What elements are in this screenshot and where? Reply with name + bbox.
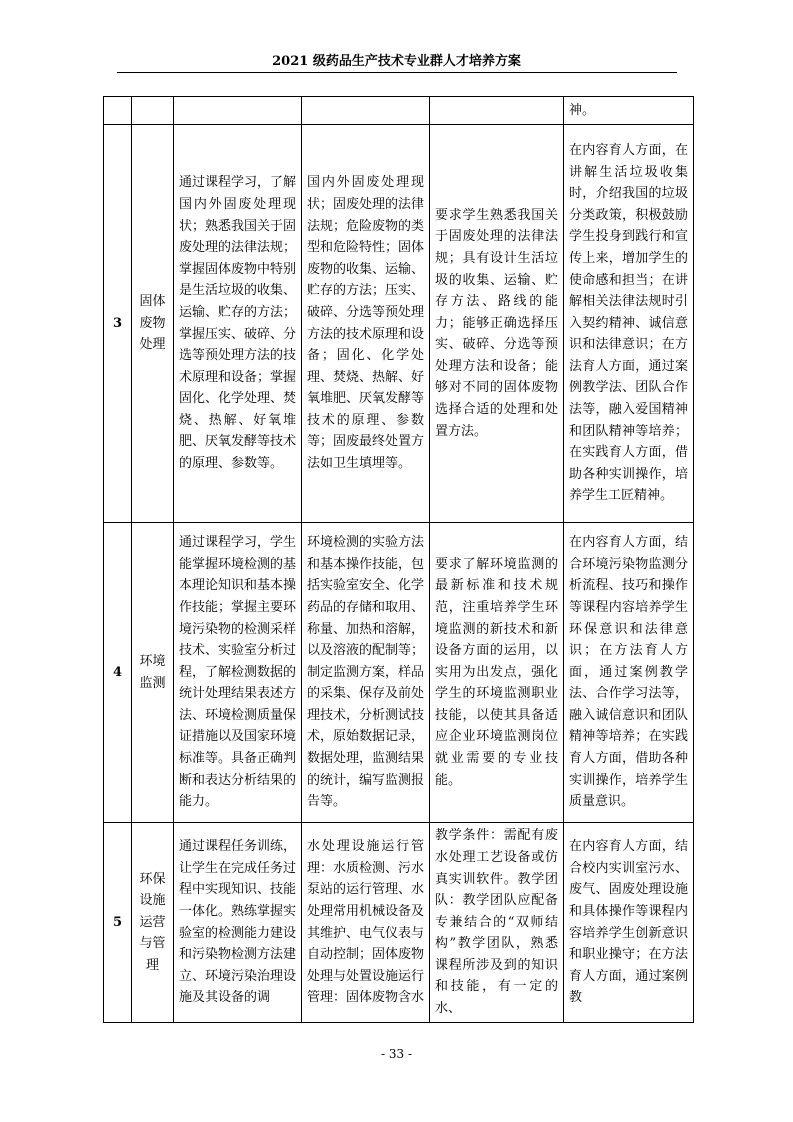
continuation-cell-3 bbox=[174, 97, 302, 125]
continuation-ideology: 神。 bbox=[564, 97, 694, 125]
table-row bbox=[104, 523, 694, 823]
course-content: 环境检测的实验方法和基本操作技能，包括实验室安全、化学药品的存储和取用、称量、加热和溶解，以及溶液的配制等；制定监测方案，样品的采集、保存及前处理技术，分析测试技术，原始数据记录，数据处理，监测结果的统计，编写监测报告等。 bbox=[302, 523, 430, 823]
continuation-cell-1 bbox=[104, 97, 132, 125]
table-row-continuation bbox=[104, 97, 694, 125]
course-name: 环保设施运营与管理 bbox=[132, 823, 174, 1023]
course-objective: 通过课程学习，学生能掌握环境检测的基本理论知识和基本操作技能；掌握主要环境污染物的检测采样技术、实验室分析过程，了解检测数据的统计处理结果表述方法、环境检测质量保证措施以及国家环境标准等。具备正确判断和表达分析结果的能力。 bbox=[174, 523, 302, 823]
ideological-education: 在内容育人方面，结合校内实训室污水、废气、固废处理设施和具体操作等课程内容培养学生创新意识和职业操守；在方法育人方面，通过案例教 bbox=[564, 823, 694, 1023]
course-table bbox=[103, 96, 694, 1023]
ideological-education: 在内容育人方面，在讲解生活垃圾收集时，介绍我国的垃圾分类政策，积极鼓励学生投身到践行和宣传上来，增加学生的使命感和担当；在讲解相关法律法规时引入契约精神、诚信意识和法律意识；在方法育人方面，通过案例教学法、团队合作法等，融入爱国精神和团队精神等培养；在实践育人方面，借助各种实训操作，培养学生工匠精神。 bbox=[564, 125, 694, 523]
row-number: 3 bbox=[104, 125, 132, 523]
row-number: 5 bbox=[104, 823, 132, 1023]
teaching-requirement: 要求了解环境监测的最新标准和技术规范，注重培养学生环境监测的新技术和新设备方面的运用，以实用为出发点，强化学生的环境监测职业技能，以使其具备适应企业环境监测岗位就业需要的专业技能。 bbox=[430, 523, 564, 823]
course-objective: 通过课程学习，了解国内外固废处理现状；熟悉我国关于固废处理的法律法规；掌握固体废物中特别是生活垃圾的收集、运输、贮存的方法；掌握压实、破碎、分选等预处理方法的技术原理和设备；掌握固化、化学处理、焚烧、热解、好氧堆肥、厌氧发酵等技术的原理、参数等。 bbox=[174, 125, 302, 523]
course-table-body bbox=[104, 97, 694, 1023]
course-name: 固体废物处理 bbox=[132, 125, 174, 523]
course-content: 水处理设施运行管理：水质检测、污水泵站的运行管理、水处理常用机械设备及其维护、电气仪表与自动控制；固体废物处理与处置设施运行管理：固体废物含水 bbox=[302, 823, 430, 1023]
teaching-requirement: 要求学生熟悉我国关于固废处理的法律法规；具有设计生活垃圾的收集、运输、贮存方法、路线的能力；能够正确选择压实、破碎、分选等预处理方法和设备；能够对不同的固体废物选择合适的处理和处置方法。 bbox=[430, 125, 564, 523]
row-number: 4 bbox=[104, 523, 132, 823]
table-row bbox=[104, 823, 694, 1023]
continuation-cell-4 bbox=[302, 97, 430, 125]
course-objective: 通过课程任务训练，让学生在完成任务过程中实现知识、技能一体化。熟练掌握实验室的检测能力建设和污染物检测方法建立、环境污染治理设施及其设备的调 bbox=[174, 823, 302, 1023]
teaching-requirement: 教学条件：需配有废水处理工艺设备或仿真实训软件。教学团队：教学团队应配备专兼结合的“双师结构”教学团队，熟悉课程所涉及到的知识和技能，有一定的水、 bbox=[430, 823, 564, 1023]
header-rule bbox=[117, 72, 677, 73]
page-number: - 33 - bbox=[380, 1047, 412, 1061]
table-row bbox=[104, 125, 694, 523]
page-header: 2021 级药品生产技术专业群人才培养方案 bbox=[272, 54, 521, 69]
continuation-cell-2 bbox=[132, 97, 174, 125]
course-content: 国内外固废处理现状；固废处理的法律法规；危险废物的类型和危险特性；固体废物的收集、运输、贮存的方法；压实、破碎、分选等预处理方法的技术原理和设备；固化、化学处理、焚烧、热解、好氧堆肥、厌氧发酵等技术的原理、参数等；固废最终处置方法如卫生填埋等。 bbox=[302, 125, 430, 523]
course-name: 环境监测 bbox=[132, 523, 174, 823]
ideological-education: 在内容育人方面，结合环境污染物监测分析流程、技巧和操作等课程内容培养学生环保意识和法律意识；在方法育人方面，通过案例教学法、合作学习法等，融入诚信意识和团队精神等培养；在实践育人方面，借助各种实训操作，培养学生质量意识。 bbox=[564, 523, 694, 823]
continuation-cell-5 bbox=[430, 97, 564, 125]
